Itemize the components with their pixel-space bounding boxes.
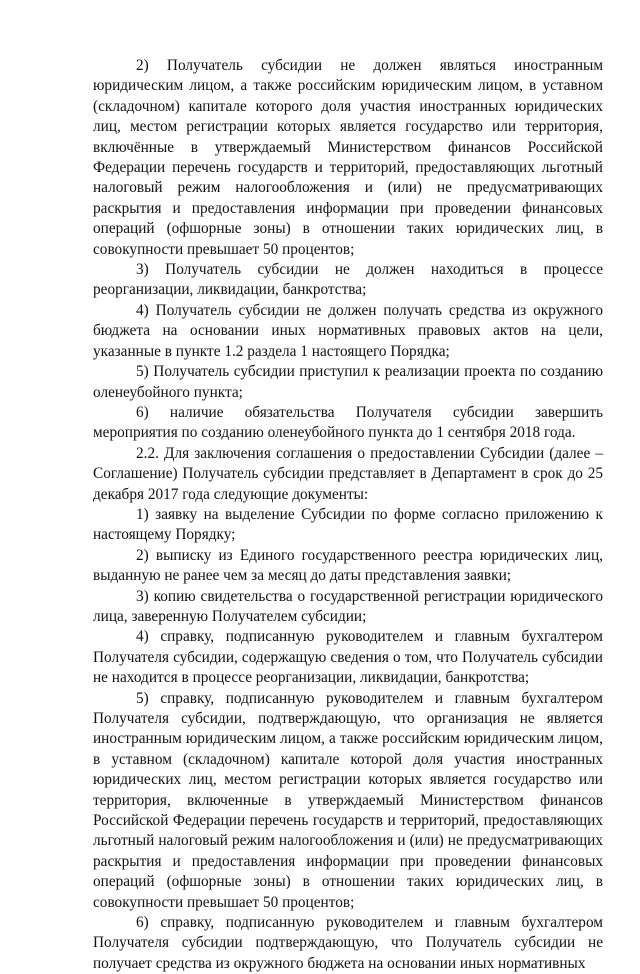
- paragraph-item-4-other-funds: 4) Получатель субсидии не должен получать средства из окружного бюджета на основании иных нормативных правовых актов на цели, указанные в пункте 1.2 раздела 1 настоящего Порядка;: [93, 301, 603, 360]
- list-item-2-registry-extract: 2) выписку из Единого государственного реестра юридических лиц, выданную не ранее чем за месяц до даты представления заявки;: [93, 546, 603, 585]
- paragraph-item-5-project-start: 5) Получатель субсидии приступил к реализации проекта по созданию оленеубойного пункта;: [93, 363, 603, 401]
- list-item-4-status-certificate: 4) справку, подписанную руководителем и главным бухгалтером Получателя субсидии, содержащую сведения о том, что Получатель субсидии не находится в процессе реорганизации, ликвидации, банкротства;: [93, 628, 603, 687]
- paragraph-item-3-reorganization: 3) Получатель субсидии не должен находиться в процессе реорганизации, ликвидации, банкротства;: [93, 261, 603, 299]
- paragraph-item-2-foreign-entity: 2) Получатель субсидии не должен являться иностранным юридическим лицом, а также российским юридическим лицом, в уставном (складочном) капитале которого доля участия иностранных юридических лиц, местом регистрации которых является государство или территория, включённые в утверждаемый Министерством финансов Российской Федерации перечень государств и территорий, предоставляющих льготный налоговый режим налогообложения и (или) не предусматривающих раскрытия и предоставления информации при проведении финансовых операций (офшорные зоны) в отношении таких юридических лиц, в совокупности превышает 50 процентов;: [93, 57, 603, 258]
- paragraph-item-6-obligation: 6) наличие обязательства Получателя субсидии завершить мероприятия по созданию оленеубойного пункта до 1 сентября 2018 года.: [93, 403, 603, 442]
- list-item-3-certificate-copy: 3) копию свидетельства о государственной регистрации юридического лица, заверенную Получателем субсидии;: [93, 587, 603, 625]
- list-item-1-application: 1) заявку на выделение Субсидии по форме согласно приложению к настоящему Порядку;: [93, 505, 603, 544]
- document-page: [93, 56, 603, 974]
- list-item-5-offshore-certificate: 5) справку, подписанную руководителем и главным бухгалтером Получателя субсидии, подтверждающую, что организация не является иностранным юридическим лицом, а также российским юридическим лицом, в уставном (складочном) капитале которой доля участия иностранных юридических лиц, местом регистрации которых является государство или территория, включенные в утверждаемый Министерством финансов Российской Федерации перечень государств и территорий, предоставляющих льготный налоговый режим налогообложения и (или) не предусматривающих раскрытия и предоставления информации при проведении финансовых операций (офшорные зоны) в отношении таких юридических лиц, в совокупности превышает 50 процентов;: [93, 689, 603, 911]
- paragraph-section-2-2: 2.2. Для заключения соглашения о предоставлении Субсидии (далее – Соглашение) Получатель субсидии представляет в Департамент в срок до 25 декабря 2017 года следующие документы:: [93, 444, 603, 503]
- list-item-6-funds-certificate: 6) справку, подписанную руководителем и главным бухгалтером Получателя субсидии подтверждающую, что Получатель субсидии не получает средства из окружного бюджета на основании иных нормативных: [93, 914, 603, 972]
